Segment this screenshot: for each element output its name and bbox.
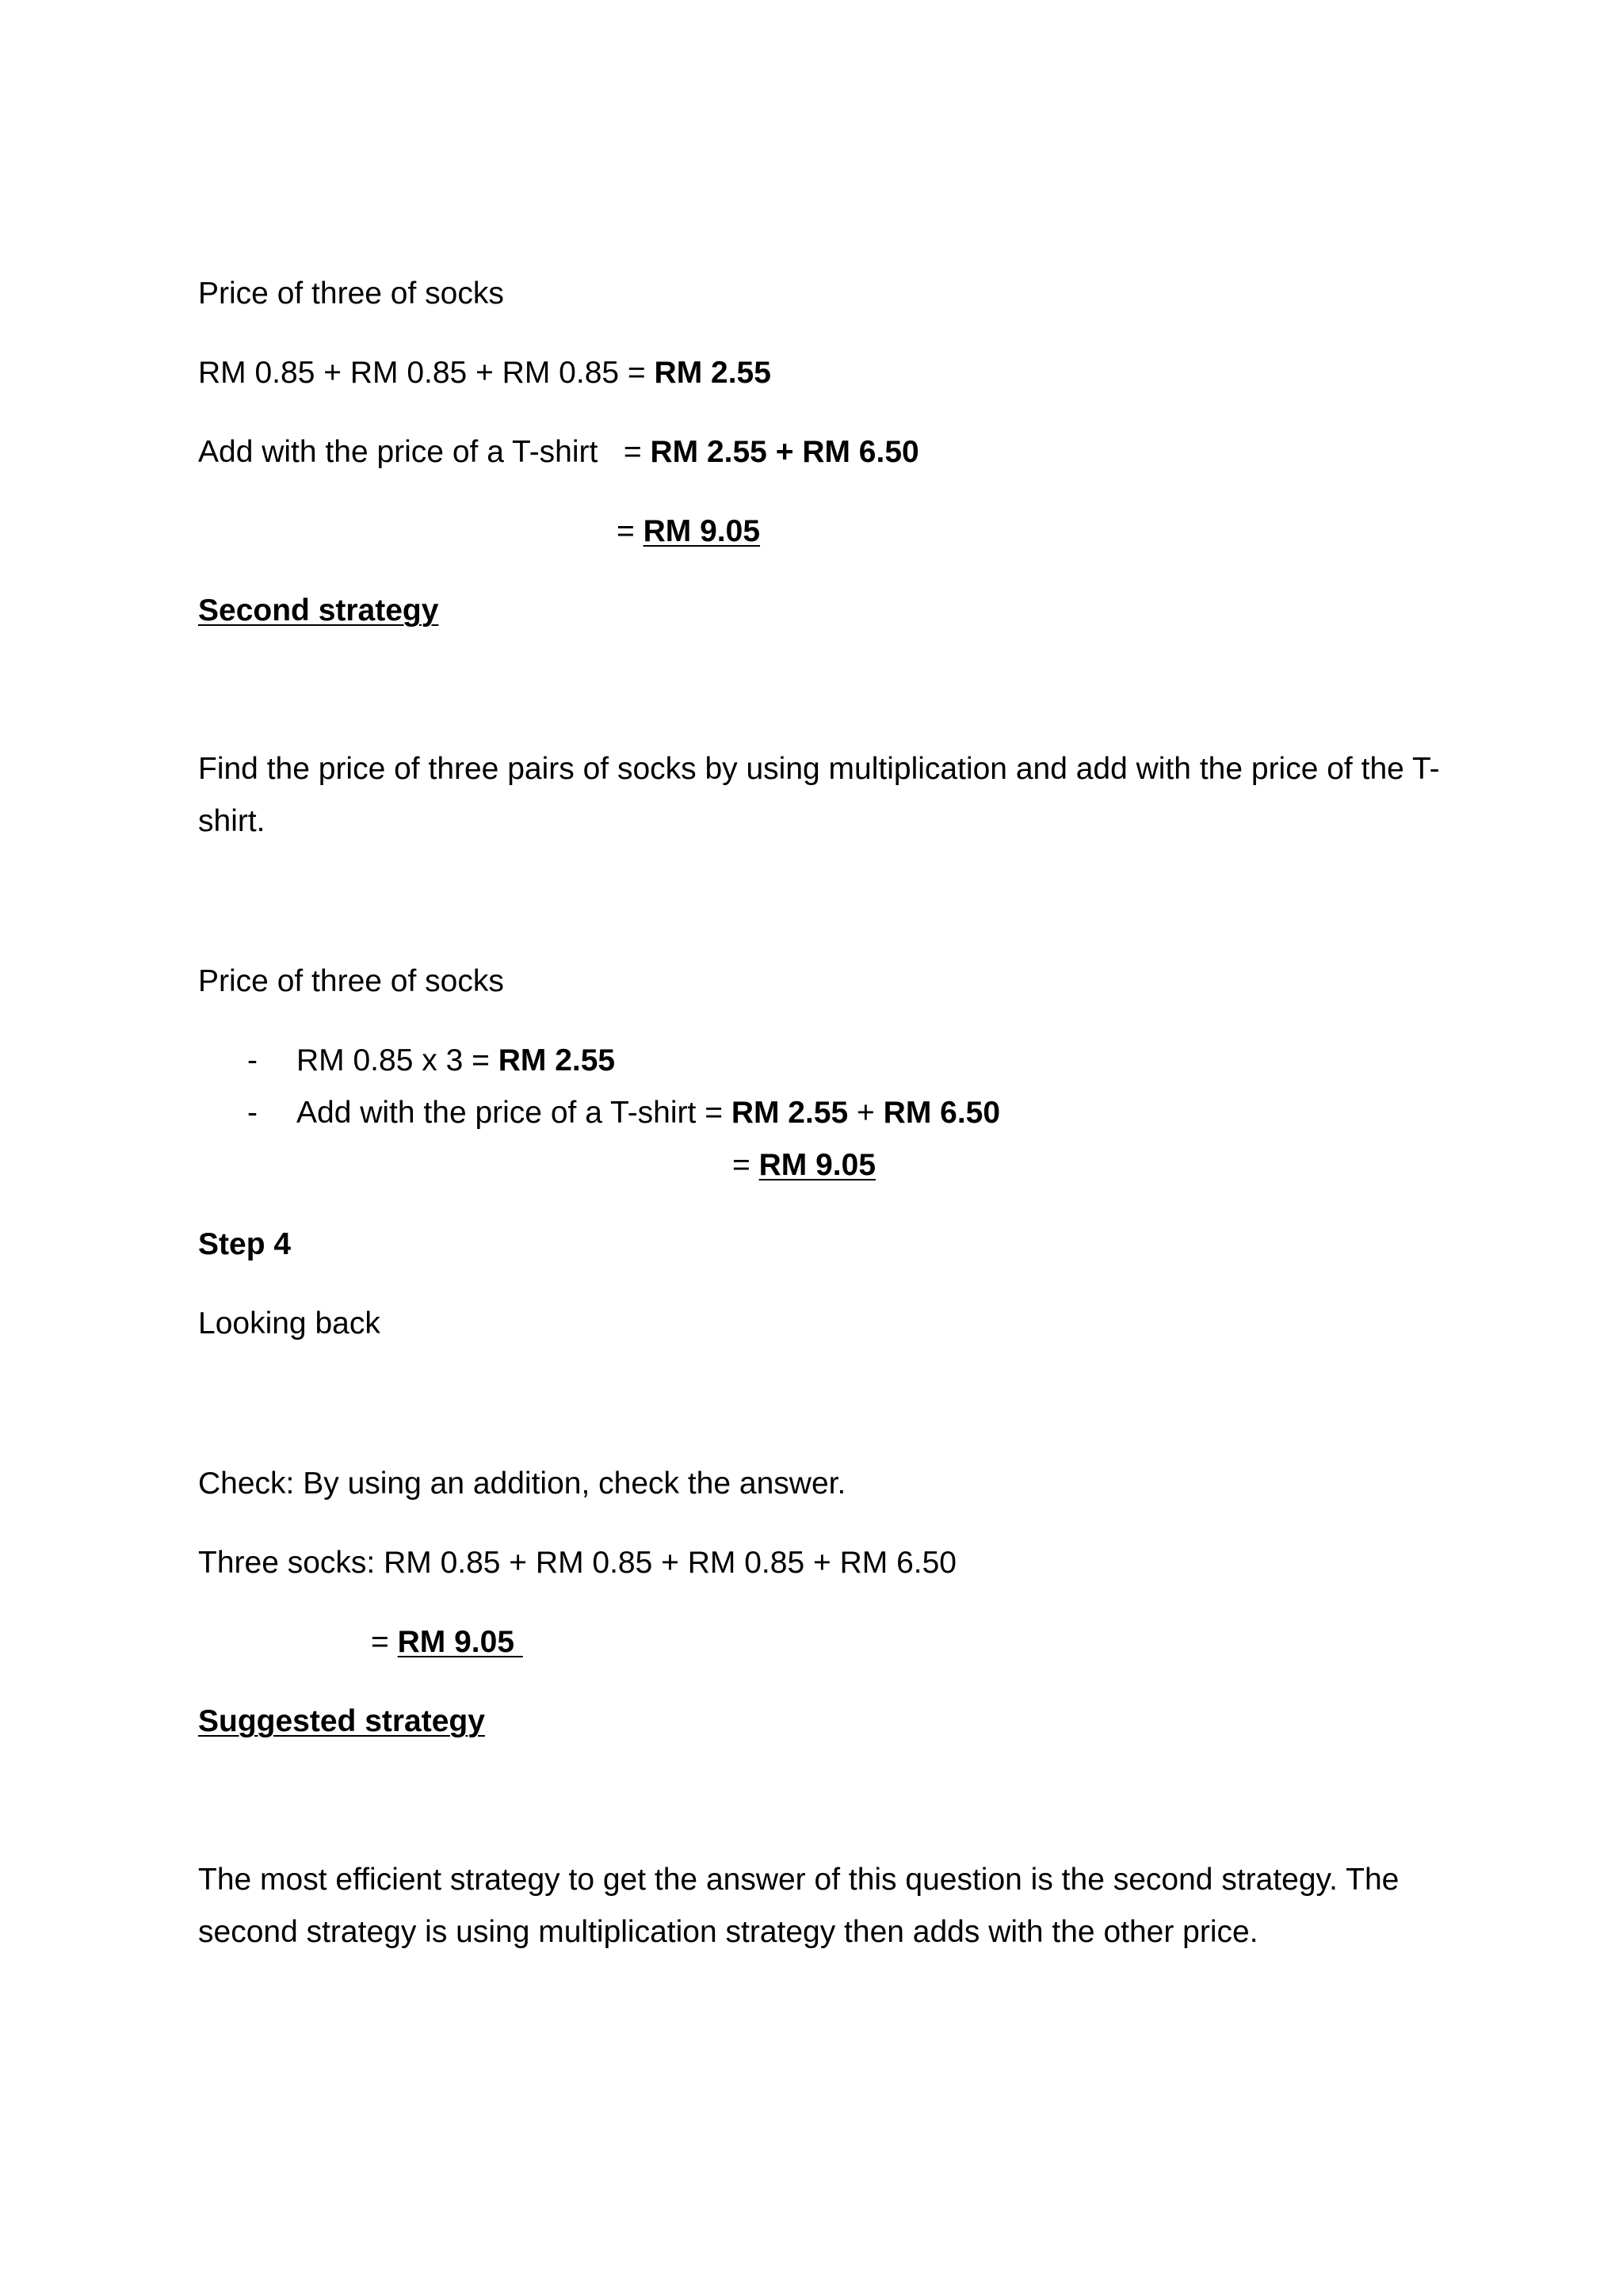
three-socks-line: Three socks: RM 0.85 + RM 0.85 + RM 0.85 + RM 6.50 <box>198 1546 957 1580</box>
total-result-1: RM 9.05 <box>643 514 761 548</box>
total-line-2 <box>732 1147 876 1184</box>
bullet-2-value-b: RM 6.50 <box>883 1096 1001 1130</box>
sum-result: RM 2.55 <box>654 356 771 390</box>
suggested-line2: second strategy is using multiplication strategy then adds with the other price. <box>198 1915 1258 1949</box>
bullet-1-text: RM 0.85 x 3 = <box>296 1043 498 1077</box>
second-strategy-heading: Second strategy <box>198 593 439 627</box>
bullet-2-value-a: RM 2.55 <box>731 1096 849 1130</box>
check-text: Check: By using an addition, check the answer. <box>198 1466 846 1501</box>
bullet-marker-1: - <box>247 1043 258 1077</box>
bullet-2-plus: + <box>848 1096 884 1130</box>
sum-expression: RM 0.85 + RM 0.85 + RM 0.85 = <box>198 356 655 390</box>
total-equals-1: = <box>617 514 643 548</box>
total-line-1 <box>617 513 760 551</box>
total-result-3: RM 9.05 <box>397 1625 523 1659</box>
price-heading-1 <box>198 276 504 313</box>
step4-heading: Step 4 <box>198 1227 292 1261</box>
total-equals-2: = <box>732 1148 759 1182</box>
bullet-1-result: RM 2.55 <box>498 1043 616 1077</box>
add-line <box>198 434 919 471</box>
total-result-2: RM 9.05 <box>758 1148 876 1182</box>
looking-back: Looking back <box>198 1306 380 1341</box>
suggested-strategy-heading: Suggested strategy <box>198 1704 485 1738</box>
price-heading-2: Price of three of socks <box>198 964 504 998</box>
price-heading-1-text: Price of three of socks <box>198 277 504 311</box>
suggested-line1: The most efficient strategy to get the answer of this question is the second strategy. The <box>198 1863 1400 1897</box>
second-strategy-desc-line2: shirt. <box>198 804 265 838</box>
sum-line <box>198 355 771 392</box>
bullet-marker-2: - <box>247 1096 258 1130</box>
total-line-3 <box>371 1624 523 1661</box>
total-equals-3: = <box>371 1625 398 1659</box>
bullet-2-text: Add with the price of a T-shirt = <box>296 1096 731 1130</box>
second-strategy-desc-line1: Find the price of three pairs of socks by using multiplication and add with the price of the T- <box>198 752 1440 786</box>
bullet-2 <box>296 1095 1000 1132</box>
bullet-1 <box>296 1043 615 1080</box>
add-expression: RM 2.55 + RM 6.50 <box>650 435 919 469</box>
add-label: Add with the price of a T-shirt = <box>198 435 651 469</box>
